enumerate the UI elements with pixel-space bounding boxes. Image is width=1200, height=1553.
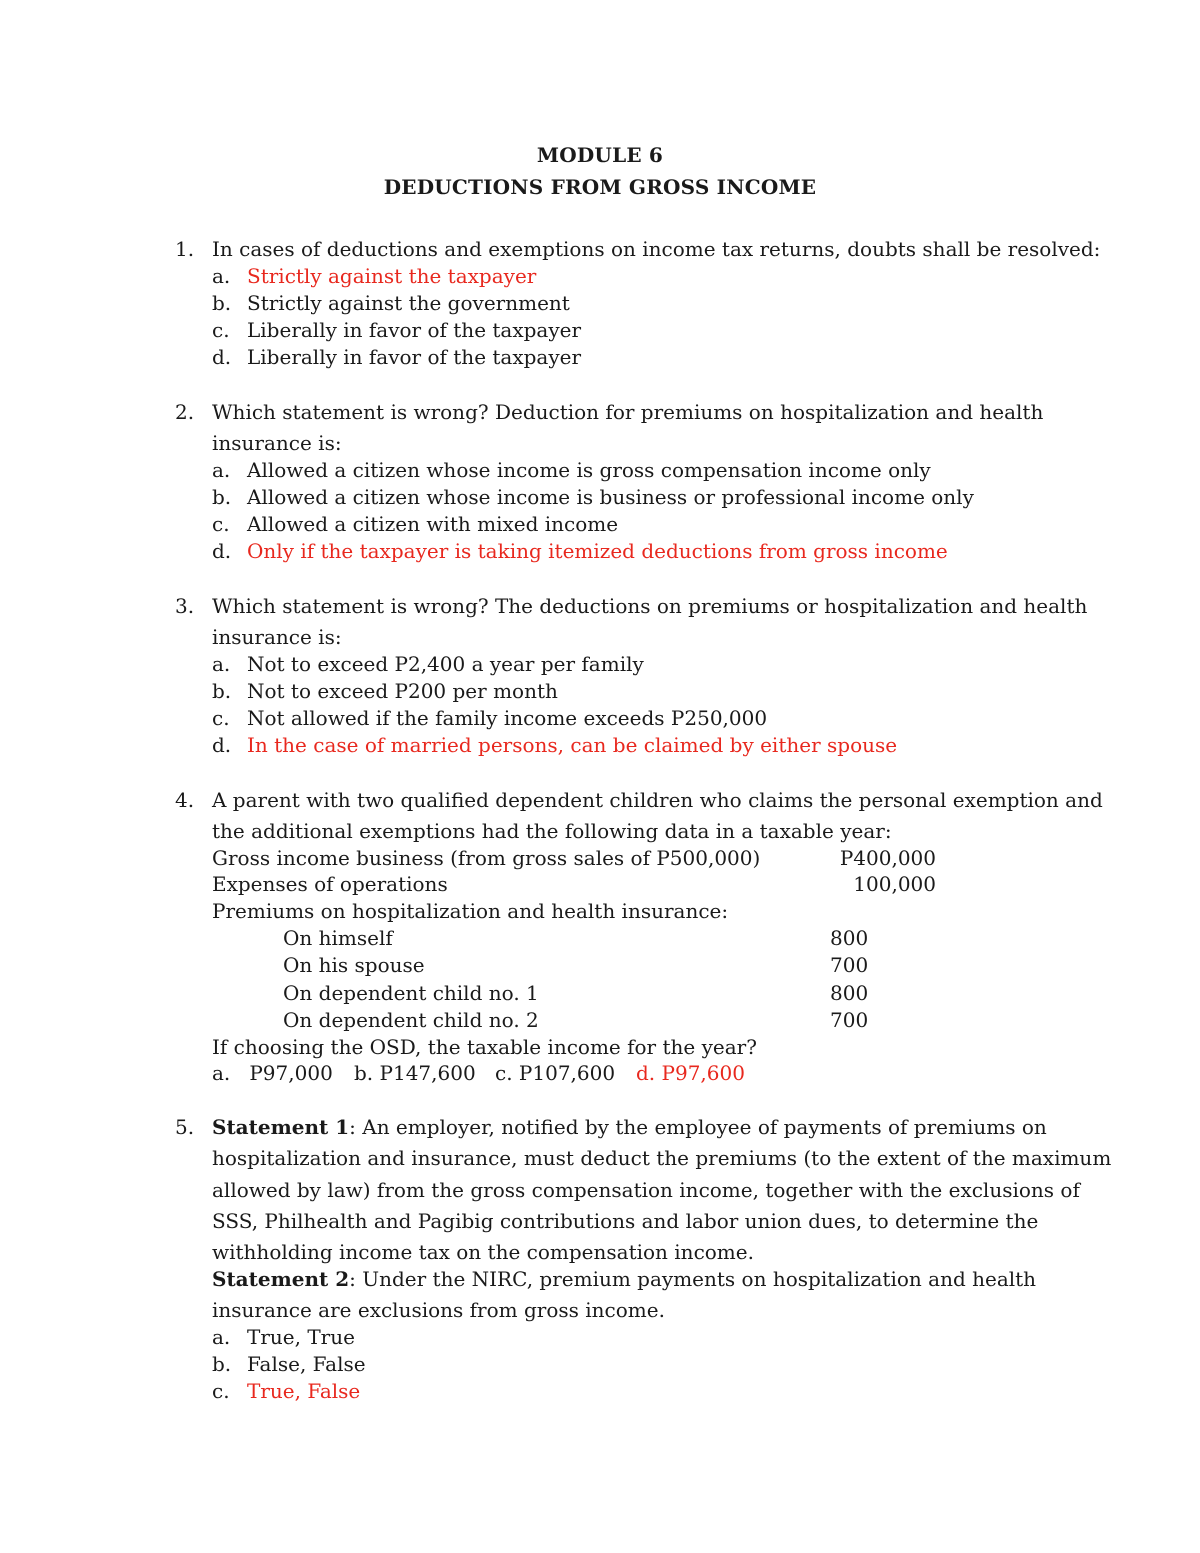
question-stem: Which statement is wrong? The deductions on premiums or hospitalization and health xyxy=(212,594,1088,618)
option-letter: c. xyxy=(212,512,230,536)
option-letter: c. xyxy=(212,706,230,730)
option-letter: c. xyxy=(212,1379,230,1403)
question-stem-cont: insurance is: xyxy=(212,625,342,649)
statement-1-cont: SSS, Philhealth and Pagibig contributions and labor union dues, to determine the xyxy=(212,1209,1039,1233)
option-text: Not to exceed P200 per month xyxy=(247,679,558,703)
premium-item-label: On himself xyxy=(283,926,393,950)
option-letter: a. xyxy=(212,264,231,288)
question-prompt: If choosing the OSD, the taxable income for the year? xyxy=(212,1035,757,1059)
statement-1-cont: hospitalization and insurance, must deduct the premiums (to the extent of the maximum xyxy=(212,1146,1112,1170)
page-title: DEDUCTIONS FROM GROSS INCOME xyxy=(383,175,817,199)
statement-1-text: : An employer, notified by the employee of payments of premiums on xyxy=(349,1115,1047,1139)
question-stem: In cases of deductions and exemptions on income tax returns, doubts shall be resolved: xyxy=(212,237,1101,261)
statement-2-label: Statement 2 xyxy=(212,1267,350,1291)
option-letter: b. xyxy=(212,485,232,509)
option-text-answer: True, False xyxy=(247,1379,361,1403)
statement-1-cont: allowed by law) from the gross compensation income, together with the exclusions of xyxy=(212,1178,1080,1202)
statement-2 xyxy=(212,1266,1036,1293)
option-text-answer: Only if the taxpayer is taking itemized deductions from gross income xyxy=(247,539,948,563)
question-stem-cont: insurance is: xyxy=(212,431,342,455)
option-text-answer: Strictly against the taxpayer xyxy=(247,264,537,288)
question-number: 2. xyxy=(175,400,195,424)
question-number: 3. xyxy=(175,594,195,618)
statement-2-cont: insurance are exclusions from gross income. xyxy=(212,1298,665,1322)
module-heading: MODULE 6 xyxy=(536,143,664,167)
option-text: Liberally in favor of the taxpayer xyxy=(247,318,582,342)
premium-item-amount: 700 xyxy=(830,1008,869,1032)
option-letter: d. xyxy=(212,345,232,369)
expenses-label: Expenses of operations xyxy=(212,872,448,896)
option-text: Liberally in favor of the taxpayer xyxy=(247,345,582,369)
option-text: Allowed a citizen whose income is gross compensation income only xyxy=(247,458,931,482)
statement-1 xyxy=(212,1114,1047,1141)
option-letter: a. xyxy=(212,1325,231,1349)
option-letter: a. xyxy=(212,458,231,482)
premium-item-label: On dependent child no. 1 xyxy=(283,981,539,1005)
choice-d-answer: d. P97,600 xyxy=(636,1061,745,1085)
choice-b: b. P147,600 xyxy=(354,1061,476,1085)
gross-income-label: Gross income business (from gross sales of P500,000) xyxy=(212,846,761,870)
option-letter: d. xyxy=(212,733,232,757)
option-letter: b. xyxy=(212,679,232,703)
option-text: Allowed a citizen with mixed income xyxy=(247,512,619,536)
premium-item-label: On his spouse xyxy=(283,953,425,977)
question-number: 1. xyxy=(175,237,195,261)
option-letter: c. xyxy=(212,318,230,342)
question-stem: Which statement is wrong? Deduction for premiums on hospitalization and health xyxy=(212,400,1044,424)
option-letter: b. xyxy=(212,1352,232,1376)
option-text-answer: In the case of married persons, can be claimed by either spouse xyxy=(247,733,898,757)
question-number: 4. xyxy=(175,788,195,812)
question-number: 5. xyxy=(175,1115,195,1139)
choice-a: a. P97,000 xyxy=(212,1061,333,1085)
premium-item-amount: 800 xyxy=(830,926,869,950)
option-text: True, True xyxy=(247,1325,355,1349)
option-letter: a. xyxy=(212,652,231,676)
option-text: Strictly against the government xyxy=(247,291,570,315)
premium-item-amount: 700 xyxy=(830,953,869,977)
question-stem-cont: the additional exemptions had the following data in a taxable year: xyxy=(212,819,892,843)
option-text: Not allowed if the family income exceeds P250,000 xyxy=(247,706,768,730)
option-letter: d. xyxy=(212,539,232,563)
option-text: False, False xyxy=(247,1352,366,1376)
expenses-amount: 100,000 xyxy=(853,872,936,896)
gross-income-amount: P400,000 xyxy=(839,846,936,870)
option-text: Not to exceed P2,400 a year per family xyxy=(247,652,644,676)
option-letter: b. xyxy=(212,291,232,315)
statement-2-text: : Under the NIRC, premium payments on hospitalization and health xyxy=(349,1267,1037,1291)
premiums-label: Premiums on hospitalization and health insurance: xyxy=(212,899,729,923)
choice-c: c. P107,600 xyxy=(495,1061,616,1085)
option-text: Allowed a citizen whose income is business or professional income only xyxy=(247,485,974,509)
statement-1-cont: withholding income tax on the compensation income. xyxy=(212,1240,754,1264)
statement-1-label: Statement 1 xyxy=(212,1115,350,1139)
question-stem: A parent with two qualified dependent children who claims the personal exemption and xyxy=(212,788,1103,812)
premium-item-label: On dependent child no. 2 xyxy=(283,1008,539,1032)
premium-item-amount: 800 xyxy=(830,981,869,1005)
